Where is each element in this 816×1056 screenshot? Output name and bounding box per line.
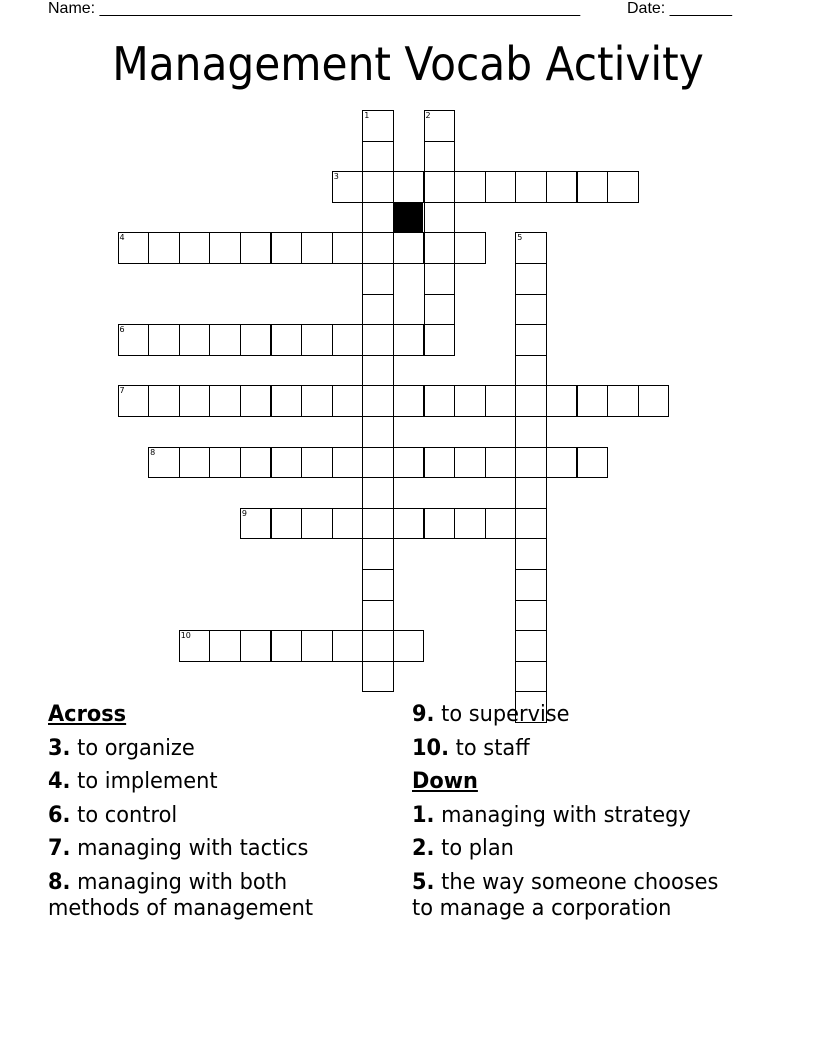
- clue-text: managing with both methods of management: [48, 869, 314, 921]
- date-field-line: Date: _______: [627, 0, 732, 17]
- crossword-cell[interactable]: [240, 324, 272, 356]
- crossword-cell[interactable]: [179, 630, 211, 662]
- cell-number: 7: [119, 386, 125, 396]
- clue-text: to implement: [77, 769, 218, 794]
- crossword-cell[interactable]: [271, 232, 303, 264]
- crossword-cell[interactable]: [301, 508, 333, 540]
- crossword-cell[interactable]: [607, 385, 639, 417]
- crossword-cell[interactable]: [393, 508, 425, 540]
- crossword-cell[interactable]: [332, 232, 364, 264]
- clues-column-left: [48, 702, 371, 923]
- page-title: Management Vocab Activity: [112, 37, 704, 91]
- crossword-cell[interactable]: [118, 385, 150, 417]
- clue-number: 1.: [412, 802, 435, 828]
- crossword-cell[interactable]: [148, 324, 180, 356]
- crossword-cell[interactable]: [424, 447, 456, 479]
- down-clue: [412, 836, 745, 863]
- across-clue: [48, 836, 371, 863]
- crossword-cell[interactable]: [454, 385, 486, 417]
- cell-number: 4: [119, 233, 125, 243]
- clue-number: 4.: [48, 769, 71, 794]
- crossword-cell[interactable]: [362, 294, 394, 326]
- clue-number: 10.: [412, 735, 450, 761]
- crossword-cell[interactable]: [301, 232, 333, 264]
- clue-text: to supervise: [441, 702, 570, 727]
- crossword-cell[interactable]: [362, 141, 394, 173]
- crossword-cell[interactable]: [362, 202, 394, 234]
- clue-text: the way someone chooses to manage a corporation: [412, 869, 719, 921]
- crossword-cell[interactable]: [515, 569, 547, 601]
- crossword-cell[interactable]: [240, 508, 272, 540]
- crossword-cell[interactable]: [148, 447, 180, 479]
- crossword-cell[interactable]: [209, 447, 241, 479]
- cell-number: 6: [119, 325, 125, 335]
- down-clue: [412, 803, 745, 830]
- clue-text: to plan: [441, 836, 514, 861]
- clue-number: 8.: [48, 869, 71, 895]
- crossword-cell[interactable]: [515, 232, 547, 264]
- crossword-cell[interactable]: [148, 385, 180, 417]
- crossword-cell[interactable]: [485, 508, 517, 540]
- crossword-cell[interactable]: [209, 630, 241, 662]
- clue-number: 5.: [412, 869, 435, 895]
- across-clue: [412, 702, 745, 729]
- crossword-cell[interactable]: [424, 508, 456, 540]
- cell-number: 5: [517, 233, 523, 243]
- crossword-cell[interactable]: [546, 447, 578, 479]
- cell-number: 3: [333, 172, 339, 182]
- crossword-cell[interactable]: [515, 355, 547, 387]
- cell-number: 9: [241, 508, 247, 518]
- cell-number: 1: [364, 111, 370, 120]
- crossword-cell[interactable]: [424, 385, 456, 417]
- crossword-cell[interactable]: [393, 447, 425, 479]
- crossword-cell[interactable]: [362, 385, 394, 417]
- crossword-cell[interactable]: [271, 385, 303, 417]
- across-clue: [48, 803, 371, 830]
- crossword-cell[interactable]: [515, 294, 547, 326]
- crossword-cell[interactable]: [179, 447, 211, 479]
- clue-number: 2.: [412, 836, 435, 861]
- crossword-cell[interactable]: [332, 630, 364, 662]
- crossword-cell[interactable]: [393, 385, 425, 417]
- crossword-cell[interactable]: [362, 263, 394, 295]
- crossword-cell[interactable]: [454, 232, 486, 264]
- crossword-cell[interactable]: [118, 324, 150, 356]
- crossword-cell[interactable]: [179, 324, 211, 356]
- clue-number: 9.: [412, 702, 435, 727]
- crossword-cell[interactable]: [424, 202, 456, 234]
- crossword-cell[interactable]: [424, 141, 456, 173]
- crossword-cell[interactable]: [362, 630, 394, 662]
- across-heading: Across: [48, 702, 127, 727]
- crossword-cell[interactable]: [485, 171, 517, 203]
- crossword-cell[interactable]: [362, 600, 394, 632]
- clue-text: to control: [77, 802, 178, 828]
- crossword-cell[interactable]: [515, 263, 547, 295]
- crossword-cell[interactable]: [240, 630, 272, 662]
- across-clue: [48, 870, 371, 923]
- crossword-cell[interactable]: [424, 294, 456, 326]
- crossword-cell[interactable]: [362, 508, 394, 540]
- crossword-cell[interactable]: [362, 569, 394, 601]
- crossword-cell[interactable]: [424, 232, 456, 264]
- crossword-cell[interactable]: [546, 385, 578, 417]
- crossword-cell[interactable]: [515, 630, 547, 662]
- clue-number: 6.: [48, 802, 71, 828]
- crossword-cell[interactable]: [301, 385, 333, 417]
- crossword-cell[interactable]: [271, 324, 303, 356]
- crossword-cell[interactable]: [577, 385, 609, 417]
- crossword-cell[interactable]: [515, 324, 547, 356]
- crossword-cell[interactable]: [362, 110, 394, 142]
- crossword-cell[interactable]: [301, 324, 333, 356]
- crossword-cell[interactable]: [393, 171, 425, 203]
- down-clue: [412, 870, 745, 923]
- crossword-cell[interactable]: [301, 630, 333, 662]
- name-field-line: Name: ______________________________________________________: [48, 0, 581, 17]
- blocked-cell: [393, 202, 423, 232]
- crossword-cell[interactable]: [607, 171, 639, 203]
- across-clue: [48, 736, 371, 763]
- crossword-cell[interactable]: [424, 171, 456, 203]
- crossword-cell[interactable]: [485, 447, 517, 479]
- crossword-cell[interactable]: [638, 385, 670, 417]
- clue-text: managing with tactics: [77, 836, 309, 861]
- crossword-cell[interactable]: [118, 232, 150, 264]
- crossword-cell[interactable]: [362, 324, 394, 356]
- crossword-cell[interactable]: [515, 447, 547, 479]
- crossword-cell[interactable]: [454, 171, 486, 203]
- clue-text: to organize: [77, 735, 195, 761]
- crossword-cell[interactable]: [179, 385, 211, 417]
- crossword-cell[interactable]: [393, 630, 425, 662]
- crossword-cell[interactable]: [179, 232, 211, 264]
- crossword-cell[interactable]: [362, 355, 394, 387]
- crossword-cell[interactable]: [515, 477, 547, 509]
- crossword-cell[interactable]: [271, 508, 303, 540]
- crossword-cell[interactable]: [577, 171, 609, 203]
- crossword-cell[interactable]: [271, 447, 303, 479]
- crossword-cell[interactable]: [393, 324, 425, 356]
- crossword-cell[interactable]: [332, 171, 364, 203]
- crossword-cell[interactable]: [148, 232, 180, 264]
- crossword-cell[interactable]: [332, 385, 364, 417]
- crossword-cell[interactable]: [485, 385, 517, 417]
- crossword-cell[interactable]: [240, 232, 272, 264]
- crossword-cell[interactable]: [362, 416, 394, 448]
- crossword-cell[interactable]: [332, 447, 364, 479]
- crossword-cell[interactable]: [454, 447, 486, 479]
- crossword-cell[interactable]: [362, 232, 394, 264]
- crossword-cell[interactable]: [332, 324, 364, 356]
- clues-column-right: [412, 702, 745, 923]
- crossword-cell[interactable]: [515, 538, 547, 570]
- down-heading: Down: [412, 769, 478, 794]
- across-clue: [412, 736, 745, 763]
- clue-text: managing with strategy: [441, 802, 691, 828]
- crossword-cell[interactable]: [515, 508, 547, 540]
- crossword-cell[interactable]: [546, 171, 578, 203]
- crossword-cell[interactable]: [271, 630, 303, 662]
- crossword-cell[interactable]: [362, 447, 394, 479]
- crossword-cell[interactable]: [301, 447, 333, 479]
- clue-number: 3.: [48, 735, 71, 761]
- crossword-cell[interactable]: [393, 232, 425, 264]
- crossword-cell[interactable]: [424, 324, 456, 356]
- cell-number: 8: [150, 447, 156, 457]
- crossword-cell[interactable]: [362, 477, 394, 509]
- crossword-cell[interactable]: [362, 661, 394, 693]
- crossword-cell[interactable]: [515, 416, 547, 448]
- crossword-cell[interactable]: [515, 661, 547, 693]
- cell-number: 2: [425, 111, 431, 120]
- crossword-cell[interactable]: [577, 447, 609, 479]
- crossword-cell[interactable]: [424, 110, 456, 142]
- crossword-cell[interactable]: [454, 508, 486, 540]
- clue-text: to staff: [455, 735, 530, 761]
- crossword-cell[interactable]: [515, 600, 547, 632]
- crossword-cell[interactable]: [209, 385, 241, 417]
- crossword-cell[interactable]: [240, 385, 272, 417]
- crossword-cell[interactable]: [515, 385, 547, 417]
- crossword-cell[interactable]: [209, 232, 241, 264]
- across-clue: [48, 769, 371, 796]
- crossword-cell[interactable]: [209, 324, 241, 356]
- crossword-cell[interactable]: [362, 538, 394, 570]
- crossword-cell[interactable]: [362, 171, 394, 203]
- clue-number: 7.: [48, 836, 71, 861]
- cell-number: 10: [180, 631, 191, 641]
- crossword-cell[interactable]: [240, 447, 272, 479]
- crossword-cell[interactable]: [424, 263, 456, 295]
- crossword-cell[interactable]: [515, 171, 547, 203]
- crossword-cell[interactable]: [332, 508, 364, 540]
